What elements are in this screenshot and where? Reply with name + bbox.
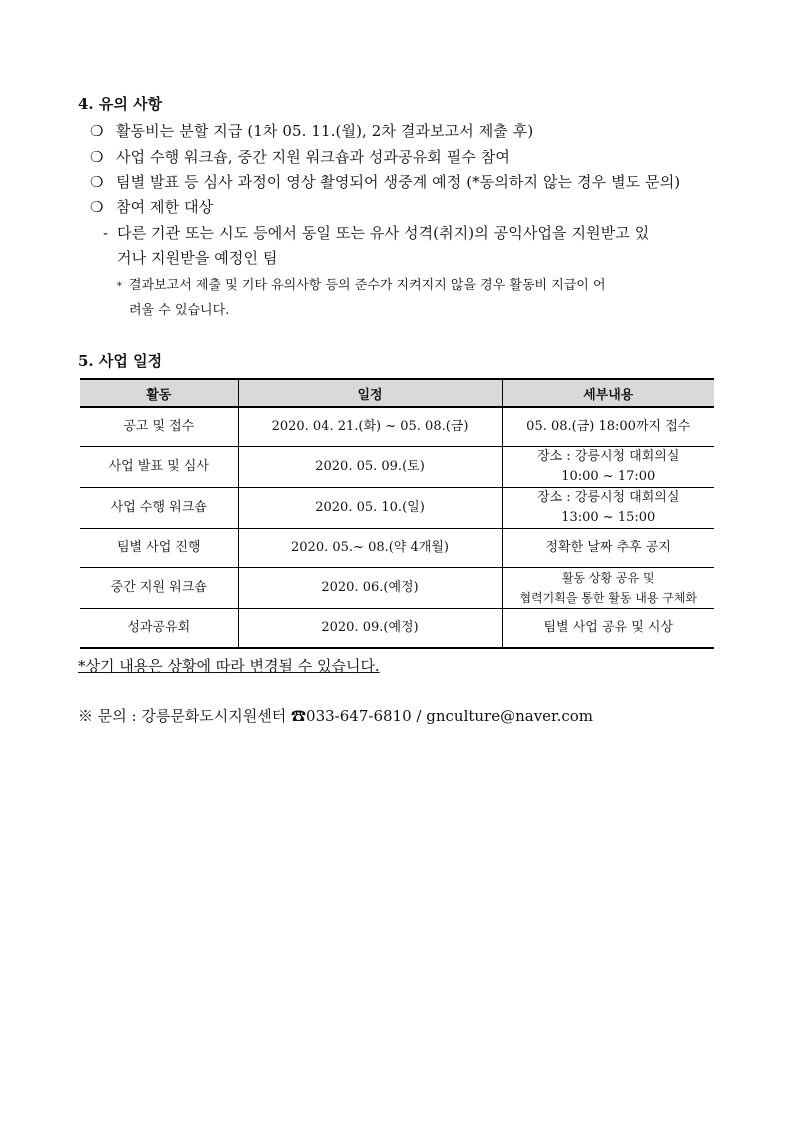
dash-bullet: - xyxy=(103,224,109,242)
circle-bullet-icon: ❍ xyxy=(90,122,104,140)
notice-item-3: ❍ 팀별 발표 등 심사 과정이 영상 촬영되어 생중계 예정 (*동의하지 않는 경우 별도 문의) xyxy=(90,173,681,191)
table-row xyxy=(80,407,714,447)
cell-date: 2020. 06.(예정) xyxy=(238,568,502,609)
cell-date: 2020. 05. 09.(토) xyxy=(238,447,502,488)
cell-activity: 성과공유회 xyxy=(80,609,238,649)
separator: / xyxy=(416,707,422,725)
cell-activity: 사업 수행 워크숍 xyxy=(80,488,238,529)
cell-activity: 중간 지원 워크숍 xyxy=(80,568,238,609)
circle-bullet-icon: ❍ xyxy=(90,148,104,166)
cell-date: 2020. 09.(예정) xyxy=(238,609,502,649)
cell-detail: 05. 08.(금) 18:00까지 접수 xyxy=(502,407,714,447)
cell-date: 2020. 05.~ 08.(약 4개월) xyxy=(238,529,502,568)
header-date: 일정 xyxy=(238,379,502,407)
cell-activity: 팀별 사업 진행 xyxy=(80,529,238,568)
notice-item-2: ❍ 사업 수행 워크숍, 중간 지원 워크숍과 성과공유회 필수 참여 xyxy=(90,148,510,166)
restriction-sub-item-cont: 거나 지원받을 예정인 팀 xyxy=(117,249,278,267)
circle-bullet-icon: ❍ xyxy=(90,173,104,191)
schedule-table xyxy=(80,378,714,649)
schedule-caveat: *상기 내용은 상황에 따라 변경될 수 있습니다. xyxy=(78,657,380,675)
notice-item-4: ❍ 참여 제한 대상 xyxy=(90,198,214,216)
notice-item-1: ❍ 활동비는 분할 지급 (1차 05. 11.(월), 2차 결과보고서 제출 후) xyxy=(90,122,534,140)
cell-detail: 팀별 사업 공유 및 시상 xyxy=(502,609,714,649)
table-row xyxy=(80,568,714,609)
cell-activity: 공고 및 접수 xyxy=(80,407,238,447)
section4-title: 4. 유의 사항 xyxy=(78,95,163,113)
section5-title: 5. 사업 일정 xyxy=(78,352,163,370)
table-row xyxy=(80,447,714,488)
contact-prefix: ※ 문의 : 강릉문화도시지원센터 xyxy=(78,707,287,725)
header-detail: 세부내용 xyxy=(502,379,714,407)
contact-line xyxy=(78,705,593,726)
table-row xyxy=(80,609,714,649)
restriction-sub-item: - 다른 기관 또는 시도 등에서 동일 또는 유사 성격(취지)의 공익사업을 지원받고 있 xyxy=(103,224,650,242)
cell-detail: 장소 : 강릉시청 대회의실 13:00 ~ 15:00 xyxy=(502,488,714,529)
cell-detail: 정확한 날짜 추후 공지 xyxy=(502,529,714,568)
table-header-row xyxy=(80,379,714,407)
circle-bullet-icon: ❍ xyxy=(90,198,104,216)
phone-icon: ☎ xyxy=(291,707,307,725)
cell-activity: 사업 발표 및 심사 xyxy=(80,447,238,488)
cell-detail: 장소 : 강릉시청 대회의실 10:00 ~ 17:00 xyxy=(502,447,714,488)
cell-date: 2020. 05. 10.(일) xyxy=(238,488,502,529)
table-row xyxy=(80,529,714,568)
table-row xyxy=(80,488,714,529)
phone-number: 033-647-6810 xyxy=(306,707,412,725)
footnote-cont: 려울 수 있습니다. xyxy=(129,303,230,318)
email-address: gnculture@naver.com xyxy=(426,707,594,725)
header-activity: 활동 xyxy=(80,379,238,407)
asterisk-mark: * xyxy=(117,281,122,292)
footnote: * 결과보고서 제출 및 기타 유의사항 등의 준수가 지켜지지 않을 경우 활동비 지급이 어 xyxy=(117,278,606,293)
cell-date: 2020. 04. 21.(화) ~ 05. 08.(금) xyxy=(238,407,502,447)
cell-detail: 활동 상황 공유 및 협력기획을 통한 활동 내용 구체화 xyxy=(502,568,714,609)
